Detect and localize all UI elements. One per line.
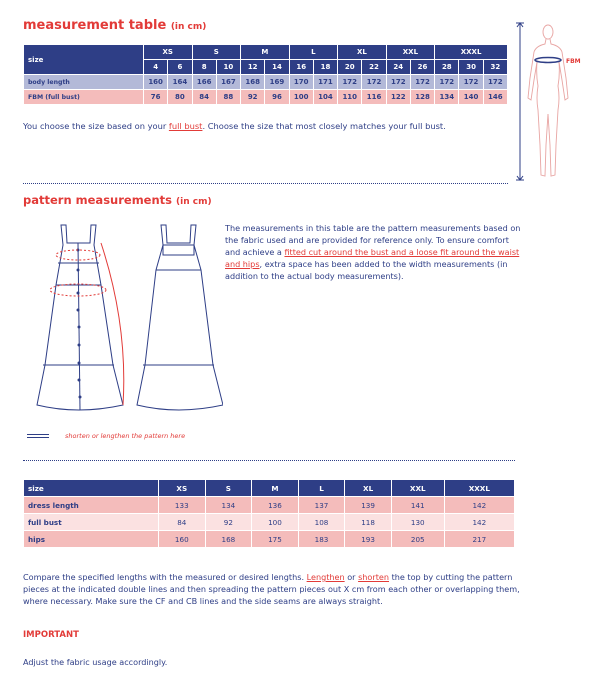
important-heading: IMPORTANT xyxy=(23,630,79,640)
measurement-table xyxy=(23,44,508,105)
table-cell: 141 xyxy=(391,497,444,514)
dotted-divider xyxy=(23,460,515,461)
size-column-header: M xyxy=(252,480,299,497)
fit-link[interactable]: fitted cut around the bust and a loose fit around the waist and hips xyxy=(225,247,520,269)
legend xyxy=(27,432,185,440)
dotted-divider xyxy=(23,183,508,184)
table-cell: 134 xyxy=(435,90,459,105)
table-cell: 84 xyxy=(159,514,206,531)
instructions-paragraph xyxy=(23,571,523,607)
table-cell: 172 xyxy=(410,75,434,90)
table-cell: 172 xyxy=(338,75,362,90)
pattern-measurements-description xyxy=(225,222,525,282)
pattern-measurements-unit: (in cm) xyxy=(176,197,212,207)
instructions-or: or xyxy=(344,572,359,582)
table-header-row xyxy=(24,480,515,497)
table-cell: 139 xyxy=(345,497,392,514)
table-cell: 137 xyxy=(298,497,345,514)
dress-technical-drawing-icon xyxy=(23,215,223,420)
size-column-header: XS xyxy=(159,480,206,497)
table-cell: 172 xyxy=(459,75,483,90)
table-cell: 168 xyxy=(241,75,265,90)
instructions-text-1: Compare the specified lengths with the measured or desired lengths. xyxy=(23,572,307,582)
size-column-header: XL xyxy=(345,480,392,497)
table-cell: 164 xyxy=(168,75,192,90)
pattern-measurements-title-text: pattern measurements xyxy=(23,193,173,207)
table-cell: 172 xyxy=(483,75,507,90)
size-header: size xyxy=(24,45,144,75)
table-cell: 193 xyxy=(345,531,392,548)
legend-text: shorten or lengthen the pattern here xyxy=(65,432,186,440)
row-label: body length xyxy=(24,75,144,90)
table-cell: 183 xyxy=(298,531,345,548)
pattern-measurements-table xyxy=(23,479,515,548)
table-cell: 108 xyxy=(298,514,345,531)
row-label: dress length xyxy=(24,497,159,514)
table-row xyxy=(24,514,515,531)
size-group-xs: XS xyxy=(144,45,193,60)
size-number: 22 xyxy=(362,60,386,75)
row-label: hips xyxy=(24,531,159,548)
table-cell: 100 xyxy=(289,90,313,105)
pattern-measurements-title xyxy=(23,193,212,207)
table-cell: 146 xyxy=(483,90,507,105)
size-number: 26 xyxy=(410,60,434,75)
table-cell: 175 xyxy=(252,531,299,548)
size-number: 28 xyxy=(435,60,459,75)
table-cell: 140 xyxy=(459,90,483,105)
table-cell: 88 xyxy=(216,90,240,105)
table-cell: 169 xyxy=(265,75,289,90)
measurement-table-title-text: measurement table xyxy=(23,18,167,33)
table-cell: 217 xyxy=(444,531,514,548)
pm-text-2: , extra space has been added to the width measurements (in addition to the actual body measurements). xyxy=(225,259,508,281)
table-cell: 134 xyxy=(205,497,252,514)
size-number: 24 xyxy=(386,60,410,75)
full-bust-link[interactable]: full bust xyxy=(168,121,203,131)
table-cell: 110 xyxy=(338,90,362,105)
table-cell: 100 xyxy=(252,514,299,531)
size-group-xxxl: XXXL xyxy=(435,45,508,60)
row-label: FBM (full bust) xyxy=(24,90,144,105)
table-cell: 172 xyxy=(435,75,459,90)
table-cell: 122 xyxy=(386,90,410,105)
size-column-header: XXXL xyxy=(444,480,514,497)
table-cell: 172 xyxy=(362,75,386,90)
size-number: 14 xyxy=(265,60,289,75)
size-group-xl: XL xyxy=(338,45,387,60)
size-group-s: S xyxy=(192,45,241,60)
size-number: 16 xyxy=(289,60,313,75)
size-header: size xyxy=(24,480,159,497)
size-number: 30 xyxy=(459,60,483,75)
table-cell: 168 xyxy=(205,531,252,548)
size-column-header: XXL xyxy=(391,480,444,497)
table-cell: 84 xyxy=(192,90,216,105)
size-column-header: S xyxy=(205,480,252,497)
table-cell: 96 xyxy=(265,90,289,105)
table-cell: 160 xyxy=(159,531,206,548)
adjust-note: Adjust the fabric usage accordingly. xyxy=(23,657,168,667)
size-column-header: L xyxy=(298,480,345,497)
table-cell: 172 xyxy=(386,75,410,90)
measurement-table-title xyxy=(23,18,206,33)
table-cell: 133 xyxy=(159,497,206,514)
size-number: 12 xyxy=(241,60,265,75)
table-cell: 170 xyxy=(289,75,313,90)
size-note-text: You choose the size based on your xyxy=(23,121,169,131)
table-cell: 128 xyxy=(410,90,434,105)
table-cell: 136 xyxy=(252,497,299,514)
table-row xyxy=(24,497,515,514)
size-number: 20 xyxy=(338,60,362,75)
instructions-text-2: the top by cutting the pattern pieces at the indicated double lines and then spreading the pattern pieces out X cm from each other or overlapping them, where necessary. Make sure the CF and CB lines and the side seams are always straight. xyxy=(23,572,520,606)
size-number: 18 xyxy=(313,60,337,75)
table-cell: 142 xyxy=(444,514,514,531)
table-cell: 130 xyxy=(391,514,444,531)
table-cell: 167 xyxy=(216,75,240,90)
table-cell: 118 xyxy=(345,514,392,531)
size-number: 4 xyxy=(144,60,168,75)
table-cell: 80 xyxy=(168,90,192,105)
body-measurement-figure-icon xyxy=(512,20,584,185)
size-group-m: M xyxy=(241,45,290,60)
measurement-table-unit: (in cm) xyxy=(170,22,207,32)
table-cell: 92 xyxy=(205,514,252,531)
fbm-label: FBM xyxy=(566,58,581,65)
table-cell: 104 xyxy=(313,90,337,105)
size-number: 32 xyxy=(483,60,507,75)
table-cell: 205 xyxy=(391,531,444,548)
size-note xyxy=(23,121,446,131)
lengthen-link[interactable]: Lengthen xyxy=(306,572,345,582)
size-number: 8 xyxy=(192,60,216,75)
size-number: 6 xyxy=(168,60,192,75)
table-cell: 142 xyxy=(444,497,514,514)
table-cell: 160 xyxy=(144,75,168,90)
table-cell: 116 xyxy=(362,90,386,105)
table-cell: 166 xyxy=(192,75,216,90)
size-group-xxl: XXL xyxy=(386,45,435,60)
table-cell: 76 xyxy=(144,90,168,105)
pm-text-1: The measurements in this table are the pattern measurements based on the fabric used and are provided for reference only. To ensure comfort and achieve a xyxy=(225,223,521,257)
table-cell: 171 xyxy=(313,75,337,90)
table-cell: 92 xyxy=(241,90,265,105)
table-row xyxy=(24,75,508,90)
size-group-l: L xyxy=(289,45,338,60)
table-row xyxy=(24,90,508,105)
table-row xyxy=(24,531,515,548)
shorten-link[interactable]: shorten xyxy=(358,572,389,582)
size-note-text-end: . Choose the size that most closely matches your full bust. xyxy=(202,121,446,131)
row-label: full bust xyxy=(24,514,159,531)
size-number: 10 xyxy=(216,60,240,75)
